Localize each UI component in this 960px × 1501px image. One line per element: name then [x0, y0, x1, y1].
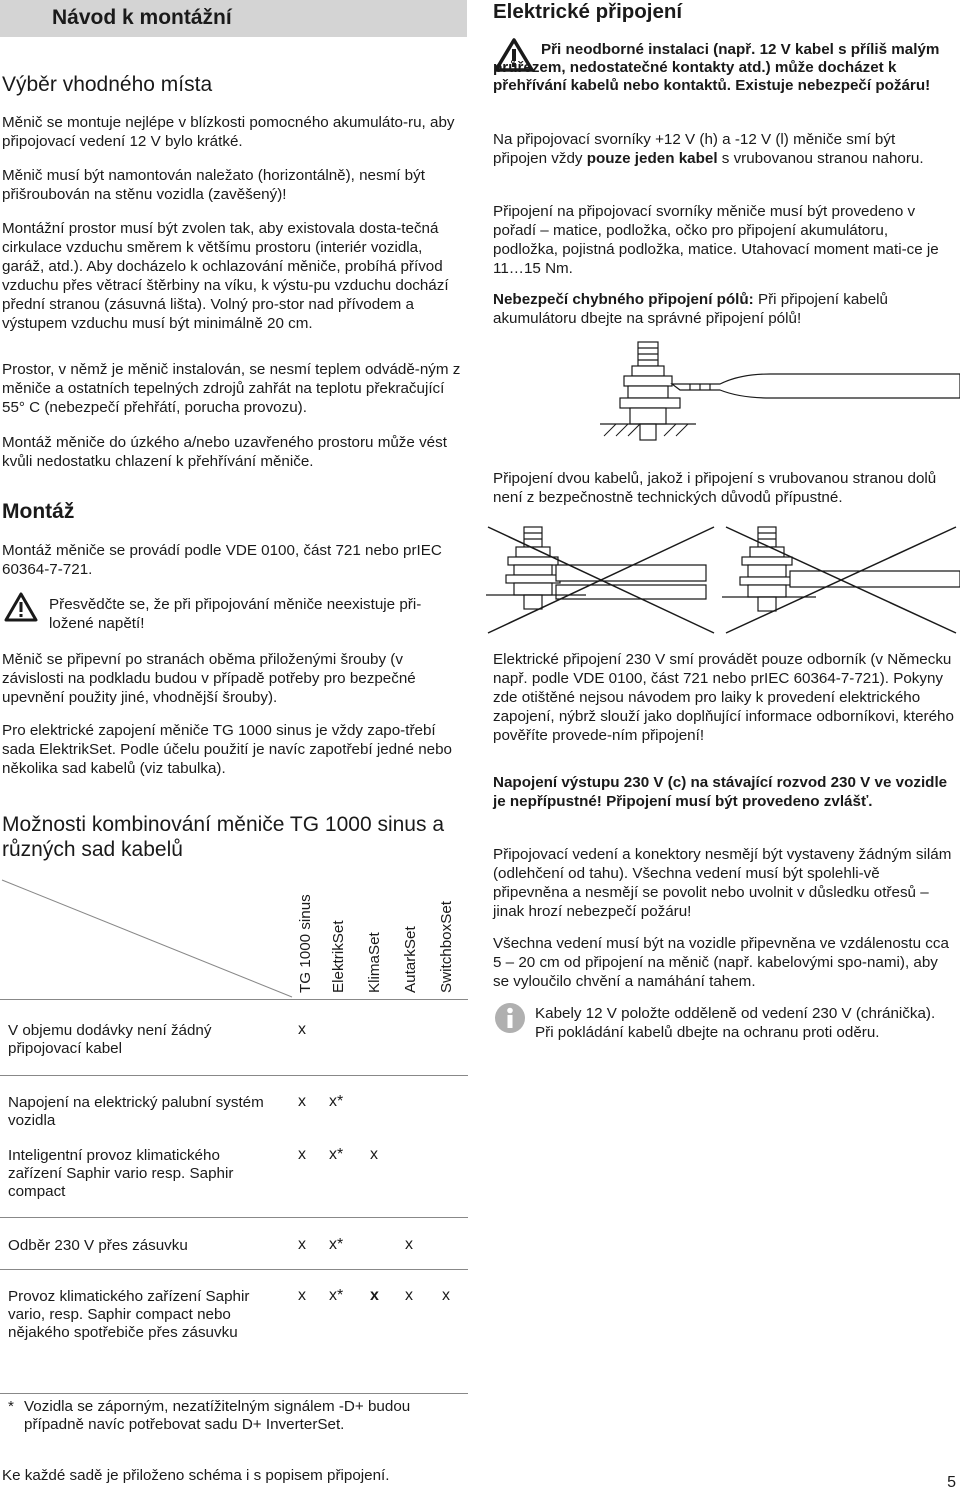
warning-text: Přesvědčte se, že při připojování měniče neexistuje při-ložené napětí!: [49, 596, 422, 632]
row-mark: x*: [329, 1236, 344, 1253]
row-mark: x: [405, 1287, 413, 1304]
row-mark: x*: [329, 1093, 344, 1110]
row-label: Napojení na elektrický palubní systém vozidla: [8, 1094, 264, 1129]
footnote-star: *: [8, 1398, 14, 1415]
row-label: V objemu dodávky není žádný připojovací kabel: [8, 1022, 212, 1057]
section-title-location: Výběr vhodného místa: [2, 73, 213, 96]
combination-table: [0, 872, 470, 1472]
paragraph: Montáž měniče se provádí podle VDE 0100, část 721 nebo prIEC 60364-7-721.: [2, 542, 442, 578]
column-header: TG 1000 sinus: [297, 894, 314, 993]
warning-text-bold: Při neodborné instalaci (např. 12 V kabel s příliš malým průřezem, nedostatečné kontakty atd.) může docházet k přehřívání kabelů nebo kontaktů. Existuje nebezpečí požáru!: [493, 41, 940, 94]
row-mark: x: [442, 1287, 450, 1304]
row-mark: x: [370, 1287, 379, 1304]
paragraph-bold: Napojení výstupu 230 V (c) na stávající rozvod 230 V ve vozidle je nepřípustné! Připojení musí být provedeno zvlášť.: [493, 774, 948, 810]
paragraph: Připojovací vedení a konektory nesmějí být vystaveny žádným silám (odlehčení od tahu). Všechna vedení musí být spolehli-vě připevněna a nesmějí se povolit nebo uvolnit v důsledku otřesů – jinak hrozí nebezpečí požáru!: [493, 846, 952, 920]
row-label: Inteligentní provoz klimatického zařízení Saphir vario resp. Saphir compact: [8, 1147, 234, 1200]
paragraph: Na připojovací svorníky +12 V (h) a -12 V (l) měniče smí být připojen vždy pouze jeden kabel s vrubovanou stranou nahoru.: [493, 131, 924, 167]
paragraph: Nebezpečí chybného připojení pólů: Při připojení kabelů akumulátoru dbejte na správné připojení pólů!: [493, 291, 888, 327]
column-header: KlimaSet: [366, 932, 383, 993]
row-label: Odběr 230 V přes zásuvku: [8, 1237, 188, 1254]
paragraph: Pro elektrické zapojení měniče TG 1000 sinus je vždy zapo-třebí sada ElektrikSet. Podle účelu použití je navíc zapotřebí jedné nebo několika sad kabelů (viz tabulka).: [2, 722, 453, 777]
paragraph: Montáž měniče do úzkého a/nebo uzavřeného prostoru může vést kvůli nedostatku chlazení k přehřívání měniče.: [2, 434, 447, 470]
row-mark: x: [370, 1146, 378, 1163]
paragraph: Měnič se připevní po stranách oběma přiloženými šrouby (v závislosti na podkladu budou v případě potřeby pro bezpečné upevnění použity jiné, vhodnější šrouby).: [2, 651, 416, 706]
paragraph: Montážní prostor musí být zvolen tak, aby existovala dosta-tečná cirkulace vzduchu směrem k většímu prostoru (interiér vozidla, garáž, atd.). Aby docházelo k ochlazování měniče, probíhá přívod vzduchu přes větrací štěrbiny na víku, k výstu-pu vzduchu dochází přední stranou (zásuvná lišta). Volný pro-stor nad přívodem a výstupem vzduchu musí být minimálně 20 cm.: [2, 220, 449, 332]
row-mark: x: [298, 1021, 306, 1038]
paragraph: Všechna vedení musí být na vozidle připevněna ve vzdálenostu cca 5 – 20 cm od připojení na měnič (např. kabelovými spo-nami), aby se vyloučilo chvění a namáhání tahem.: [493, 935, 949, 990]
table-diagonal: [0, 872, 300, 1000]
row-label: Provoz klimatického zařízení Saphir vario, resp. Saphir compact nebo nějakého spotřebiče přes zásuvku: [8, 1288, 250, 1341]
wrong-connection-diagram: [486, 525, 960, 635]
paragraph: Měnič se montuje nejlépe v blízkosti pomocného akumuláto-ru, aby připojovací vedení 12 V bylo krátké.: [2, 114, 455, 150]
info-icon: [494, 1002, 526, 1034]
section-title-combinations: Možnosti kombinování měniče TG 1000 sinus a různých sad kabelů: [2, 813, 445, 861]
footnote: Vozidla se záporným, nezatížitelným signálem -D+ budou případně navíc potřebovat sadu D+ InverterSet.: [24, 1398, 411, 1433]
row-mark: x: [298, 1146, 306, 1163]
correct-connection-diagram: [600, 340, 960, 462]
bottom-note: Ke každé sadě je přiloženo schéma i s popisem připojení.: [2, 1467, 390, 1484]
row-mark: x: [405, 1236, 413, 1253]
warning-icon: [4, 592, 38, 622]
column-header: ElektrikSet: [330, 920, 347, 993]
section-title-mounting: Montáž: [2, 500, 75, 523]
row-mark: x*: [329, 1146, 344, 1163]
column-header: AutarkSet: [402, 926, 419, 993]
paragraph: Měnič musí být namontován naležato (horizontálně), nesmí být přišroubován na stěnu vozidla (zavěšený)!: [2, 167, 425, 203]
paragraph: Připojení na připojovací svorníky měniče musí být provedeno v pořadí – matice, podložka, očko pro připojení akumulátoru, podložka, pojistná podložka, matice. Utahovací moment mati-ce je 11…15 Nm.: [493, 203, 939, 277]
paragraph: Prostor, v němž je měnič instalován, se nesmí teplem odvádě-ným z měniče a ostatních tepelných zdrojů zahřát na teplotu překračující 55° C (nebezpečí přehřátí, porucha provozu).: [2, 361, 461, 416]
paragraph: Elektrické připojení 230 V smí provádět pouze odborník (v Německu např. podle VDE 0100, část 721 nebo prIEC 60364-7-721). Pokyny zde otištěné nejsou návodem pro laiky k provedení elektrického zapojení, nýbrž slouží jako doplňující informace odborníkovi, kterého pověříte provede-ním připojení!: [493, 651, 954, 744]
header-bar: [0, 0, 467, 37]
section-title-electrical: Elektrické připojení: [493, 0, 683, 23]
page-number: 5: [947, 1474, 956, 1491]
paragraph: Připojení dvou kabelů, jakož i připojení s vrubovanou stranou dolů není z bezpečnostně technických důvodů přípustné.: [493, 470, 937, 506]
row-mark: x: [298, 1236, 306, 1253]
page-header: Návod k montážní: [52, 6, 232, 29]
column-header: SwitchboxSet: [438, 900, 455, 993]
row-mark: x*: [329, 1287, 344, 1304]
row-mark: x: [298, 1287, 306, 1304]
info-text: Kabely 12 V položte odděleně od vedení 230 V (chránička). Při pokládání kabelů dbejte na ochranu proti oděru.: [535, 1005, 936, 1041]
row-mark: x: [298, 1093, 306, 1110]
